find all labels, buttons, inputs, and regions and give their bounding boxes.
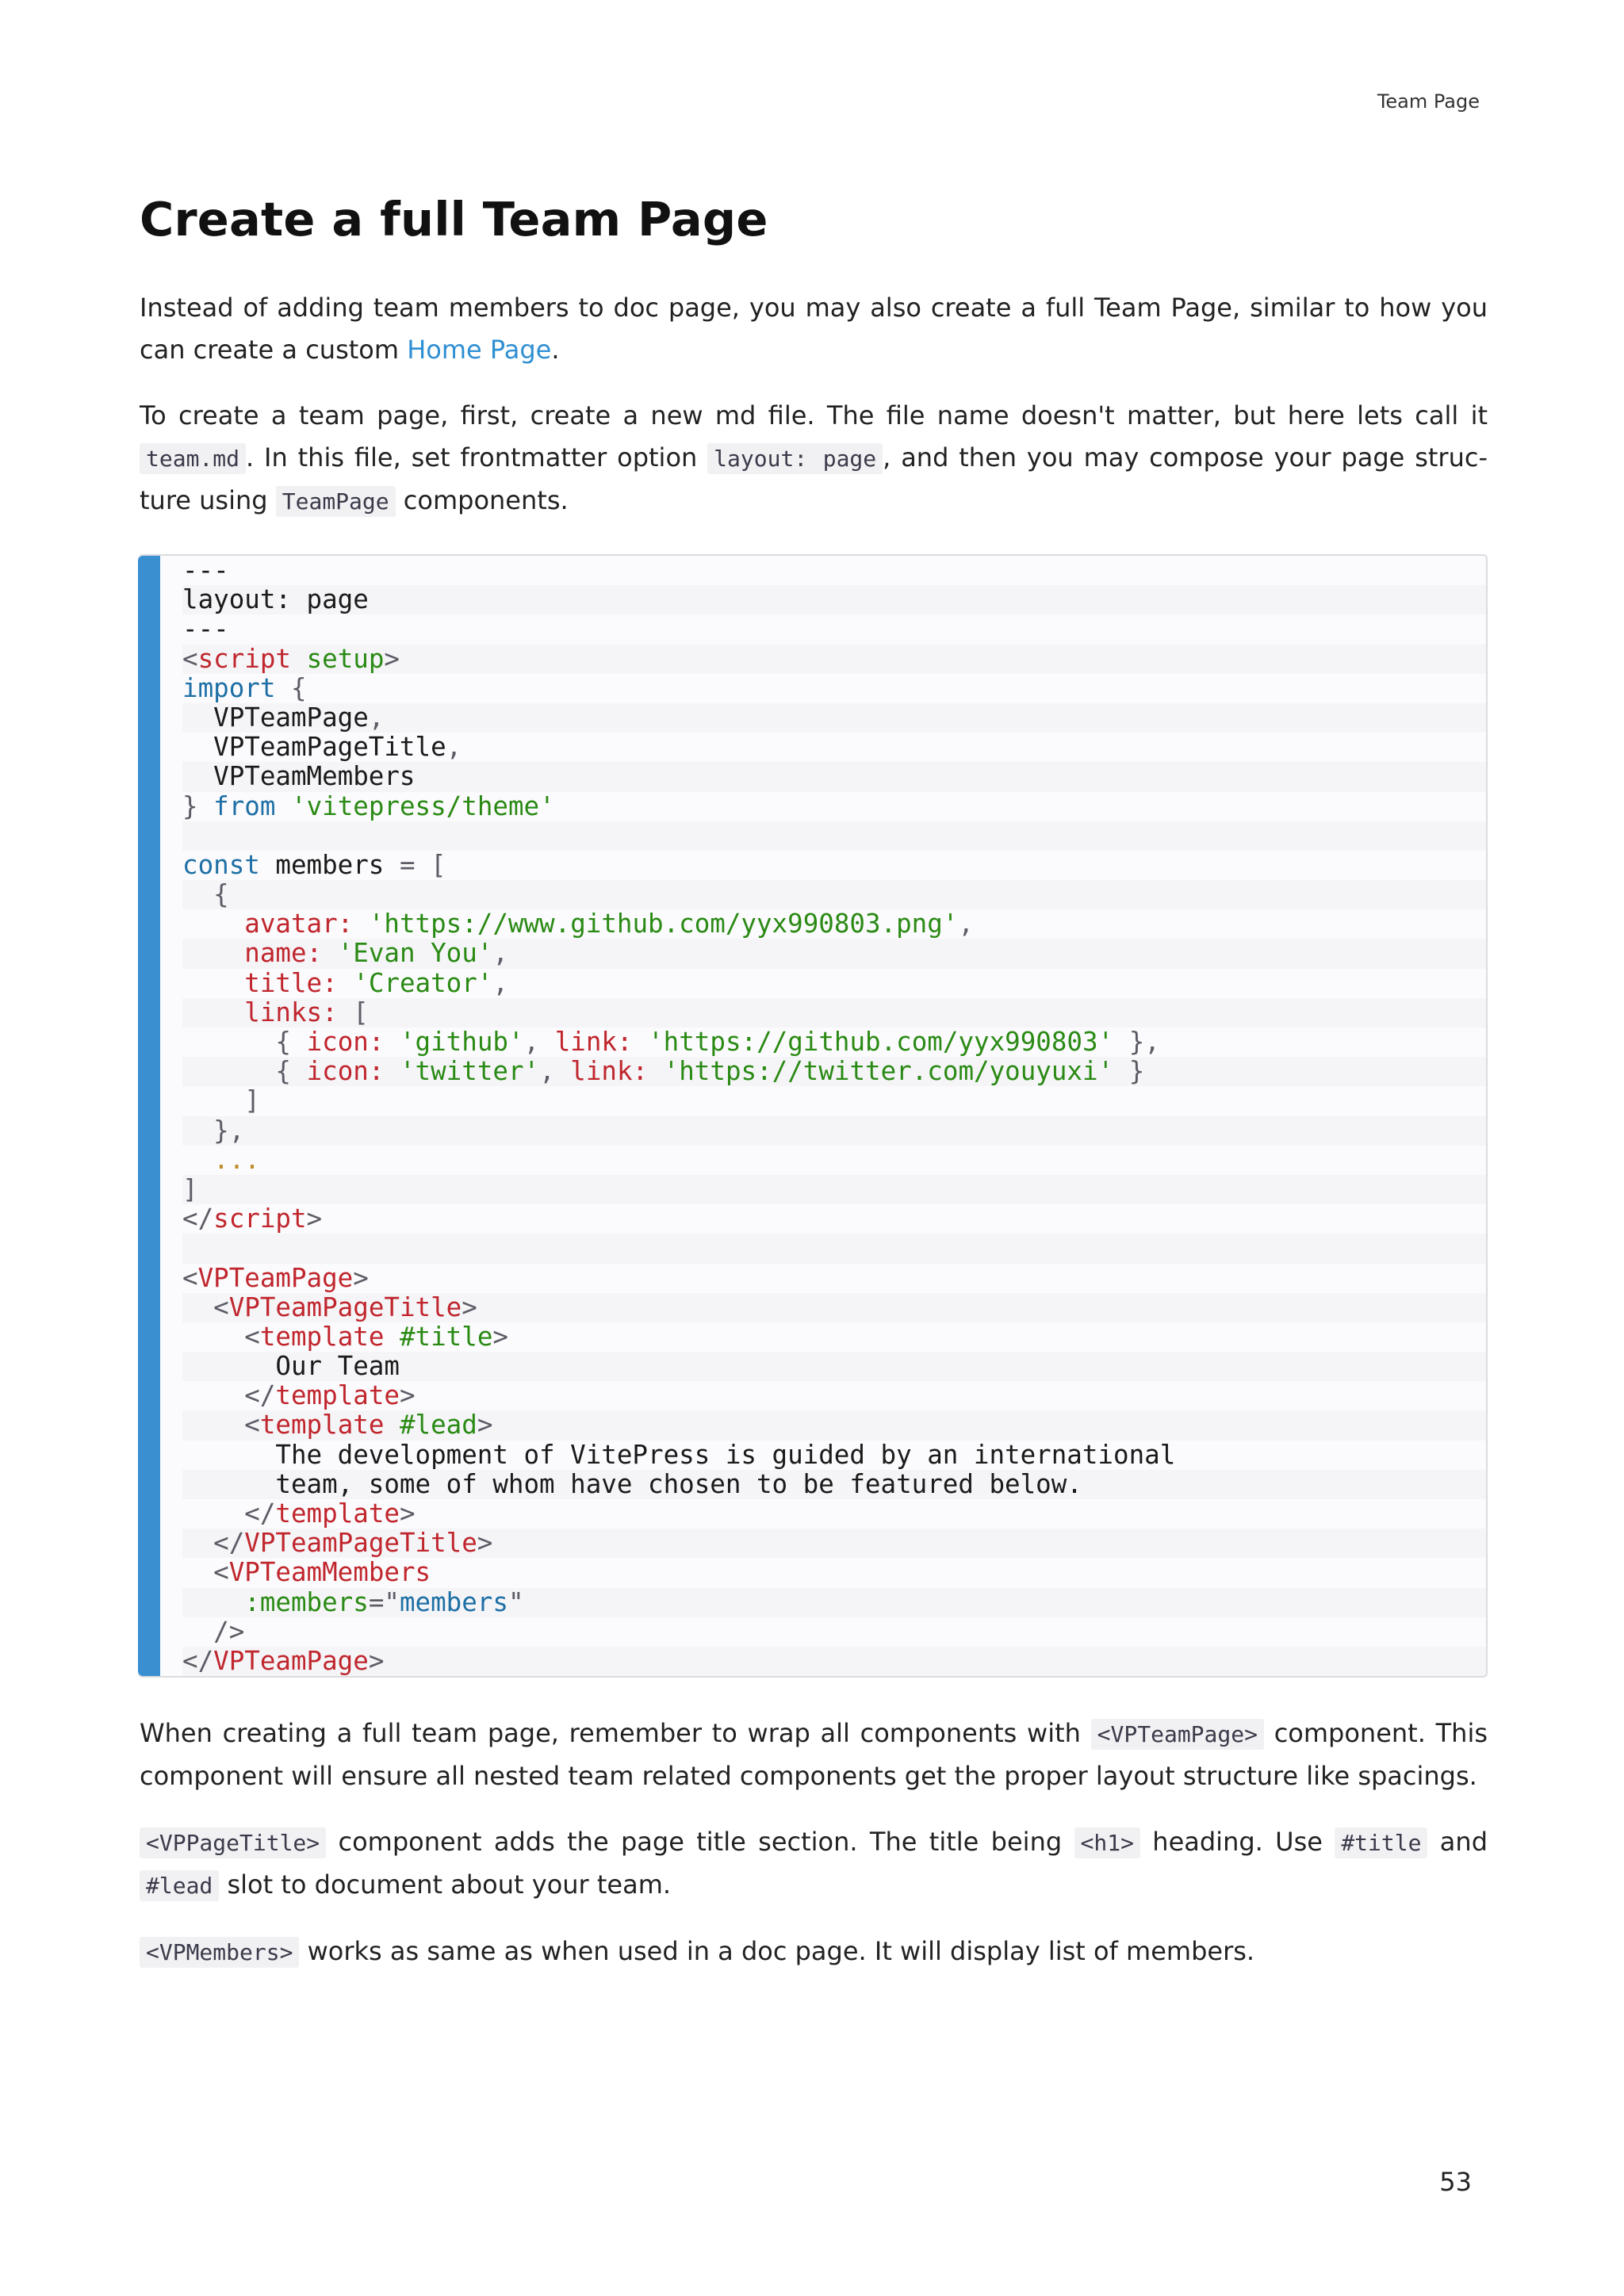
code-token: > bbox=[399, 1498, 416, 1529]
intro-text: To create a team page, first, create a new md file. The file name doesn't matter, but here lets call it bbox=[140, 400, 1488, 430]
code-token bbox=[182, 879, 213, 909]
code-token bbox=[182, 1528, 213, 1558]
code-line bbox=[182, 1322, 1486, 1352]
code-token bbox=[182, 909, 244, 939]
body-paragraph-4 bbox=[140, 1821, 1488, 1907]
code-token: links: bbox=[244, 997, 338, 1027]
code-token bbox=[338, 997, 354, 1027]
code-token: =" bbox=[368, 1586, 400, 1617]
code-token bbox=[384, 1056, 400, 1086]
code-line bbox=[182, 1410, 1486, 1440]
code-token bbox=[555, 1056, 571, 1086]
page-content bbox=[140, 184, 1488, 1997]
code-token bbox=[384, 1027, 400, 1057]
code-token: script bbox=[213, 1203, 307, 1234]
code-token bbox=[182, 1027, 275, 1057]
code-token bbox=[182, 1056, 275, 1086]
code-token: [ bbox=[353, 997, 369, 1027]
code-token bbox=[182, 997, 244, 1027]
code-token: #lead bbox=[399, 1410, 477, 1441]
code-token: > bbox=[384, 643, 400, 674]
code-line bbox=[182, 1499, 1486, 1529]
code-token: < bbox=[182, 1262, 198, 1293]
code-token: > bbox=[477, 1410, 493, 1441]
code-line bbox=[182, 1027, 1486, 1057]
code-token: 'https://twitter.com/youyuxi' bbox=[663, 1056, 1114, 1087]
code-token: > bbox=[399, 1380, 416, 1411]
code-token bbox=[275, 791, 291, 821]
code-token: icon: bbox=[306, 1056, 385, 1087]
code-token: VPTeamPageTitle bbox=[182, 732, 446, 763]
code-token: import bbox=[182, 672, 276, 703]
inline-code-layout-page: layout: page bbox=[707, 443, 883, 474]
code-line bbox=[182, 1146, 1486, 1175]
code-token: VPTeamPage bbox=[182, 702, 369, 733]
code-token bbox=[182, 1292, 213, 1322]
code-line bbox=[182, 645, 1486, 674]
code-line bbox=[182, 792, 1486, 821]
code-line bbox=[182, 1352, 1486, 1381]
code-token bbox=[384, 1410, 400, 1440]
code-token: /> bbox=[213, 1616, 245, 1647]
code-line bbox=[182, 1441, 1486, 1470]
code-token: = bbox=[399, 849, 416, 880]
code-token: setup bbox=[306, 643, 385, 674]
intro-paragraph-1 bbox=[140, 287, 1488, 371]
code-line bbox=[182, 1234, 1486, 1263]
code-line bbox=[182, 880, 1486, 909]
code-token: , bbox=[492, 938, 508, 969]
code-token: --- bbox=[182, 614, 229, 645]
code-token: < bbox=[244, 1321, 260, 1352]
inline-code-vpteampage: <VPTeamPage> bbox=[1091, 1719, 1264, 1750]
code-token bbox=[291, 1027, 307, 1057]
code-line bbox=[182, 585, 1486, 614]
code-token: VPTeamPage bbox=[213, 1645, 369, 1676]
inline-code-title-slot: #title bbox=[1335, 1827, 1427, 1858]
body-text: works as same as when used in a doc page. It will display list of members. bbox=[299, 1936, 1255, 1967]
code-token: 'https://www.github.com/yyx990803.png' bbox=[368, 909, 959, 939]
code-token bbox=[182, 1498, 244, 1529]
code-token bbox=[182, 968, 244, 998]
code-line bbox=[182, 1470, 1486, 1499]
code-token: > bbox=[477, 1528, 493, 1559]
code-token: { bbox=[275, 1027, 291, 1057]
code-token bbox=[182, 1557, 213, 1587]
body-paragraph-3 bbox=[140, 1712, 1488, 1797]
code-token: name: bbox=[244, 938, 323, 969]
code-line bbox=[182, 1617, 1486, 1647]
code-token: VPTeamPageTitle bbox=[244, 1528, 477, 1559]
code-token: members bbox=[399, 1586, 508, 1617]
body-text: heading. Use bbox=[1139, 1827, 1335, 1858]
code-token: { bbox=[275, 1056, 291, 1087]
code-line bbox=[182, 1588, 1486, 1617]
code-token: 'https://github.com/yyx990803' bbox=[648, 1027, 1114, 1057]
code-token: template bbox=[259, 1410, 385, 1441]
code-token: , bbox=[368, 702, 385, 733]
code-token: } bbox=[182, 790, 198, 821]
code-token: members bbox=[259, 849, 400, 880]
code-token: }, bbox=[1128, 1027, 1160, 1057]
section-title: Create a full Team Page bbox=[140, 192, 768, 247]
code-token: < bbox=[182, 643, 198, 674]
code-token: VPTeamPageTitle bbox=[228, 1292, 462, 1322]
code-token bbox=[182, 1085, 244, 1115]
code-line bbox=[182, 821, 1486, 851]
code-token: ] bbox=[182, 1173, 198, 1204]
code-line bbox=[182, 1057, 1486, 1086]
code-token: </ bbox=[182, 1645, 214, 1676]
code-token: </ bbox=[182, 1203, 214, 1234]
code-token: { bbox=[213, 879, 229, 910]
code-token: 'vitepress/theme' bbox=[291, 790, 555, 821]
code-token: < bbox=[244, 1410, 260, 1441]
code-token: template bbox=[275, 1380, 400, 1411]
body-text: slot to document about your team. bbox=[219, 1869, 672, 1900]
code-token: < bbox=[213, 1557, 229, 1588]
code-token bbox=[291, 644, 307, 674]
code-line bbox=[182, 1293, 1486, 1322]
intro-text: . In this file, set frontmatter option bbox=[246, 442, 708, 473]
code-line bbox=[182, 1529, 1486, 1558]
body-text: component. This component will ensure all nested team related components get the proper layout structure like spacings. bbox=[140, 1718, 1488, 1792]
code-token bbox=[182, 1380, 244, 1410]
code-line bbox=[182, 703, 1486, 733]
code-line bbox=[182, 1647, 1486, 1676]
code-token bbox=[416, 850, 431, 880]
code-token: [ bbox=[431, 849, 446, 880]
code-token: </ bbox=[244, 1380, 276, 1411]
body-text: component adds the page title section. The title being bbox=[326, 1827, 1074, 1858]
code-token bbox=[291, 1056, 307, 1086]
code-token: > bbox=[353, 1262, 369, 1293]
intro-text-end: . bbox=[551, 335, 560, 365]
body-text: and bbox=[1427, 1827, 1488, 1858]
code-token: VPTeamMembers bbox=[182, 761, 416, 792]
page-number: 53 bbox=[1439, 2167, 1472, 2197]
code-token bbox=[633, 1027, 649, 1057]
code-token bbox=[648, 1056, 664, 1086]
code-token bbox=[182, 1617, 213, 1647]
code-block bbox=[138, 554, 1488, 1678]
inline-code-lead-slot: #lead bbox=[140, 1870, 219, 1901]
code-token: --- bbox=[182, 555, 229, 585]
code-line bbox=[182, 909, 1486, 939]
inline-code-team-md: team.md bbox=[140, 443, 246, 474]
inline-code-vpmembers: <VPMembers> bbox=[140, 1937, 299, 1968]
code-token: > bbox=[306, 1203, 323, 1234]
code-token: }, bbox=[213, 1115, 245, 1146]
code-token: 'twitter' bbox=[399, 1056, 540, 1087]
code-token: > bbox=[462, 1292, 477, 1322]
code-token: template bbox=[259, 1321, 385, 1352]
code-line bbox=[182, 1264, 1486, 1293]
code-token bbox=[182, 1115, 213, 1146]
code-token: , bbox=[539, 1056, 555, 1087]
code-token bbox=[353, 909, 369, 939]
code-token: VPTeamMembers bbox=[228, 1557, 431, 1588]
code-line bbox=[182, 1175, 1486, 1204]
code-line bbox=[182, 998, 1486, 1027]
intro-paragraph-2 bbox=[140, 395, 1488, 522]
code-token bbox=[182, 1587, 244, 1617]
code-lines bbox=[138, 556, 1486, 1676]
code-block-accent-bar bbox=[138, 556, 160, 1676]
code-token: , bbox=[523, 1027, 540, 1057]
code-token bbox=[384, 1322, 400, 1352]
code-token: title: bbox=[244, 967, 338, 998]
code-line bbox=[182, 939, 1486, 968]
code-token: 'Evan You' bbox=[337, 938, 493, 969]
code-token: VPTeamPage bbox=[197, 1262, 354, 1293]
code-token bbox=[275, 673, 291, 703]
code-token: The development of VitePress is guided by an international bbox=[182, 1439, 1176, 1470]
code-token: ... bbox=[213, 1144, 260, 1175]
code-line bbox=[182, 1204, 1486, 1234]
code-token: link: bbox=[570, 1056, 649, 1087]
code-token bbox=[182, 938, 244, 968]
intro-text: components. bbox=[395, 485, 569, 515]
home-page-link[interactable]: Home Page bbox=[407, 335, 552, 365]
code-token: script bbox=[197, 643, 291, 674]
code-token bbox=[198, 791, 214, 821]
code-line bbox=[182, 969, 1486, 998]
inline-code-h1: <h1> bbox=[1074, 1827, 1140, 1858]
code-token: :members bbox=[244, 1586, 369, 1617]
code-token: < bbox=[213, 1292, 229, 1322]
code-token: { bbox=[290, 672, 307, 703]
code-line bbox=[182, 762, 1486, 791]
code-line bbox=[182, 1086, 1486, 1115]
code-line bbox=[182, 851, 1486, 880]
code-token bbox=[182, 1410, 244, 1440]
code-token: , bbox=[446, 732, 462, 763]
code-line bbox=[182, 614, 1486, 644]
intro-text: , and then you may compose your page struc-ture using bbox=[140, 442, 1488, 515]
code-token bbox=[182, 1322, 244, 1352]
code-token bbox=[322, 938, 338, 968]
code-token bbox=[1113, 1027, 1129, 1057]
body-text: When creating a full team page, remember to wrap all components with bbox=[140, 1718, 1091, 1749]
code-line bbox=[182, 1558, 1486, 1587]
code-token: template bbox=[275, 1498, 400, 1529]
code-token: link: bbox=[554, 1027, 633, 1057]
code-line bbox=[182, 674, 1486, 703]
code-line bbox=[182, 1116, 1486, 1146]
code-token: " bbox=[508, 1586, 524, 1617]
code-token: from bbox=[213, 790, 276, 821]
code-token bbox=[1113, 1056, 1129, 1086]
code-token: </ bbox=[213, 1528, 245, 1559]
code-token: , bbox=[492, 967, 508, 998]
intro-text: Instead of adding team members to doc page, you may also create a full Team Page, similar to how you can create a custom bbox=[140, 293, 1488, 365]
code-token bbox=[338, 968, 354, 998]
code-token: 'Creator' bbox=[353, 967, 493, 998]
code-line bbox=[182, 556, 1486, 585]
code-token: team, some of whom have chosen to be featured below. bbox=[182, 1468, 1082, 1499]
code-token: avatar: bbox=[244, 909, 354, 939]
inline-code-teampage: TeamPage bbox=[276, 486, 396, 517]
code-token: , bbox=[958, 909, 974, 939]
code-token bbox=[182, 1145, 213, 1175]
code-token: } bbox=[1128, 1056, 1145, 1087]
code-line bbox=[182, 1381, 1486, 1410]
code-token: icon: bbox=[306, 1027, 385, 1057]
body-paragraph-5 bbox=[140, 1931, 1488, 1973]
code-token: > bbox=[492, 1321, 508, 1352]
running-header: Team Page bbox=[1377, 90, 1480, 113]
code-token: #title bbox=[399, 1321, 493, 1352]
inline-code-vppagetitle: <VPPageTitle> bbox=[140, 1827, 326, 1858]
code-token: Our Team bbox=[182, 1351, 400, 1382]
code-token: ] bbox=[244, 1085, 260, 1116]
code-token bbox=[539, 1027, 555, 1057]
code-token: layout: page bbox=[182, 584, 369, 615]
code-token: 'github' bbox=[399, 1027, 524, 1057]
code-line bbox=[182, 733, 1486, 762]
code-token: </ bbox=[244, 1498, 276, 1529]
code-token: const bbox=[182, 849, 260, 880]
code-token: > bbox=[368, 1645, 385, 1676]
